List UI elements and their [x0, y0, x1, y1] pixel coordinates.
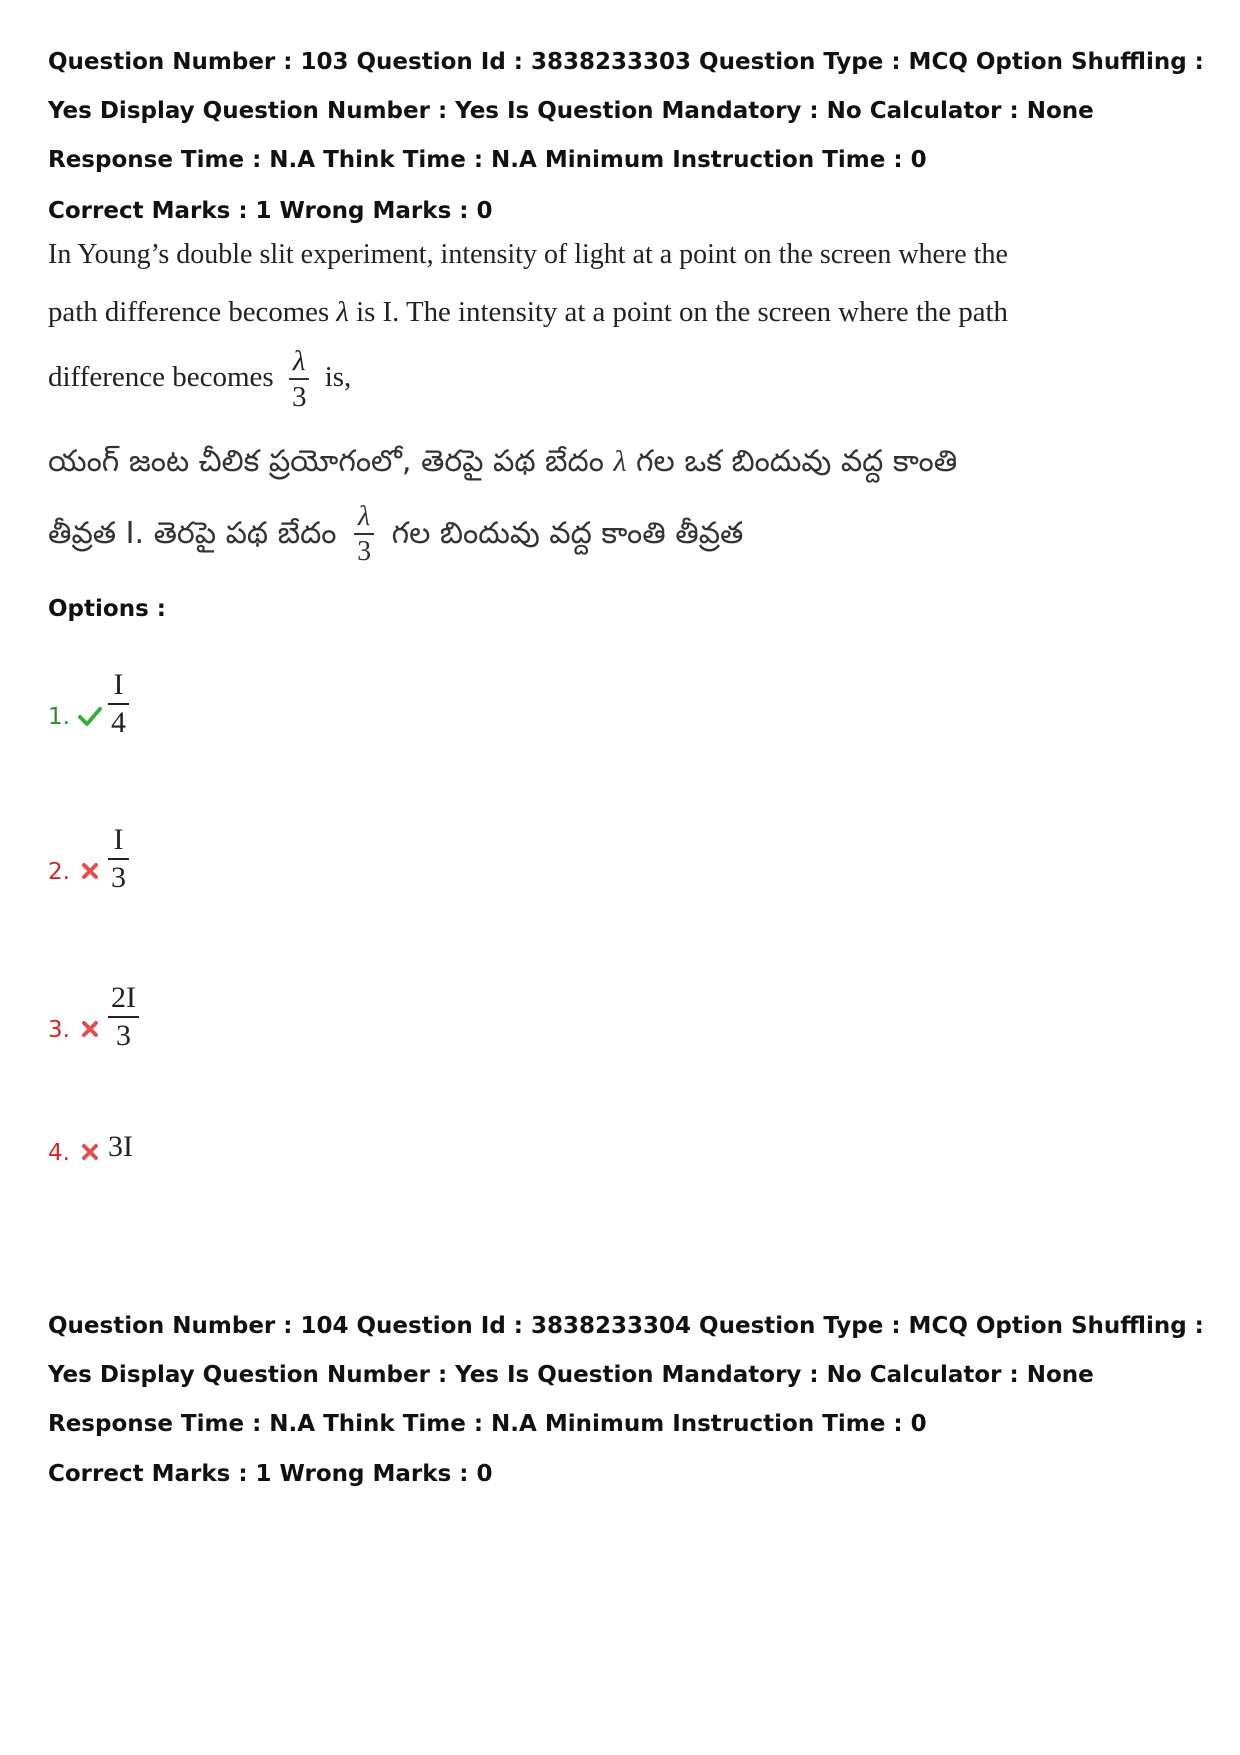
option-4[interactable]	[48, 1076, 248, 1166]
q103-text-line-2b: is I. The intensity at a point on the screen where the path	[356, 296, 1008, 328]
cross-icon	[78, 1141, 102, 1163]
option-value	[108, 824, 129, 893]
fraction-numerator: I	[108, 669, 129, 705]
option-fraction	[108, 824, 129, 893]
q103-text-line-1	[48, 238, 1008, 271]
lambda-over-3-fraction	[289, 346, 310, 413]
q103-telugu-line-2b: గల బిందువు వద్ద కాంతి తీవ్రత	[391, 515, 744, 551]
fraction-denominator: 3	[111, 860, 126, 894]
q104-marks: Correct Marks : 1 Wrong Marks : 0	[48, 1461, 493, 1487]
option-value	[108, 982, 139, 1051]
fraction-denominator: 3	[291, 381, 307, 414]
lambda-symbol: λ	[613, 445, 627, 478]
option-index: 1.	[48, 704, 70, 730]
q103-text-line-3b: is,	[324, 361, 352, 394]
q103-text-line-3	[48, 346, 351, 413]
fraction-numerator: λ	[289, 346, 310, 380]
q104-metadata: Question Number : 104 Question Id : 3838233304 Question Type : MCQ Option Shuffling : Yes Display Question Number : Yes Is Question Mandatory : No Calculator : None Response Time : N.A Think Time : N.A Minimum Instruction Time : 0	[48, 1313, 1204, 1437]
fraction-numerator: I	[108, 824, 129, 860]
option-fraction	[108, 982, 139, 1051]
q103-marks: Correct Marks : 1 Wrong Marks : 0	[48, 198, 493, 224]
fraction-denominator: 3	[116, 1018, 131, 1052]
lambda-symbol: λ	[336, 296, 349, 328]
q103-text-line-2	[48, 296, 1008, 329]
check-icon	[78, 705, 102, 727]
options-label: Options :	[48, 596, 166, 622]
q103-telugu-line-2	[48, 502, 743, 567]
option-index: 3.	[48, 1017, 70, 1043]
q103-telugu-line-2a: తీవ్రత I. తెరపై పథ బేదం	[48, 515, 337, 551]
cross-icon	[78, 1018, 102, 1040]
cross-icon	[78, 860, 102, 882]
option-index: 2.	[48, 859, 70, 885]
fraction-numerator: λ	[354, 502, 374, 535]
fraction-numerator: 2I	[108, 982, 139, 1018]
option-3[interactable]	[48, 953, 248, 1052]
q103-text-line-1-content: In Young’s double slit experiment, intensity of light at a point on the screen where the	[48, 238, 1008, 270]
option-value	[108, 669, 129, 738]
fraction-denominator: 4	[111, 705, 126, 739]
q103-text-line-2a: path difference becomes	[48, 296, 330, 328]
q103-telugu-line-1b: గల ఒక బిందువు వద్ద కాంతి	[636, 444, 958, 479]
option-index: 4.	[48, 1140, 70, 1166]
lambda-over-3-fraction	[354, 502, 374, 567]
fraction-denominator: 3	[357, 536, 372, 568]
option-fraction	[108, 669, 129, 738]
q103-text-line-3a: difference becomes	[48, 361, 274, 394]
q103-metadata: Question Number : 103 Question Id : 3838233303 Question Type : MCQ Option Shuffling : Yes Display Question Number : Yes Is Question Mandatory : No Calculator : None Response Time : N.A Think Time : N.A Minimum Instruction Time : 0	[48, 49, 1204, 173]
q103-telugu-line-1	[48, 444, 957, 486]
option-value: 3I	[108, 1130, 133, 1163]
option-2[interactable]	[48, 795, 248, 894]
q103-telugu-line-1a: యంగ్ జంట చీలిక ప్రయోగంలో, తెరపై పథ బేదం	[48, 444, 604, 479]
option-1[interactable]	[48, 640, 248, 739]
